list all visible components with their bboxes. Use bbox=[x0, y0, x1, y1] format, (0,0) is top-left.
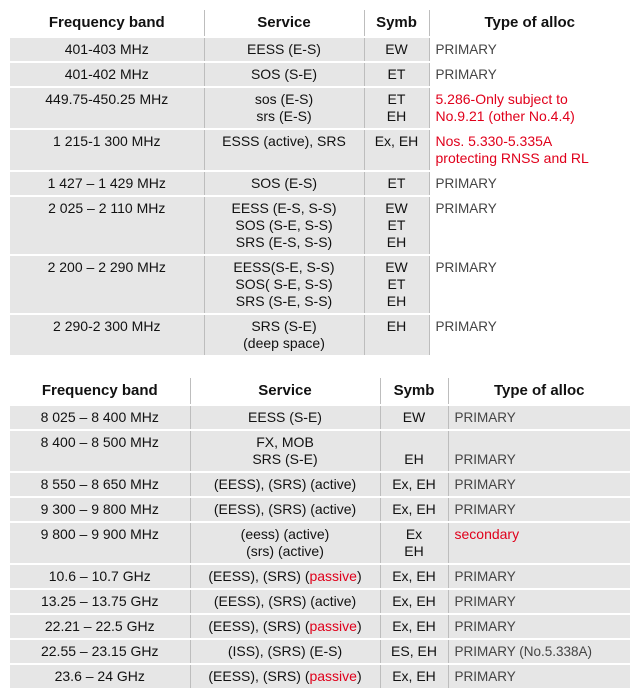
table-row bbox=[10, 62, 630, 87]
alloc-line: PRIMARY bbox=[435, 42, 497, 57]
frequency-band-cell bbox=[10, 129, 204, 171]
type-of-alloc-cell: PRIMARY bbox=[448, 589, 630, 614]
symb-value: Ex, EH bbox=[392, 568, 436, 584]
table-row bbox=[10, 87, 630, 129]
frequency-band-value: 1 215-1 300 MHz bbox=[53, 133, 161, 149]
frequency-band-value: 8 025 – 8 400 MHz bbox=[40, 409, 159, 425]
symb-value: ES, EH bbox=[391, 643, 437, 659]
service-line: SOS (S-E, S-S) bbox=[235, 217, 333, 233]
symb-value: EH bbox=[386, 234, 407, 250]
frequency-band-cell bbox=[10, 255, 204, 314]
type-of-alloc-cell: PRIMARY bbox=[448, 564, 630, 589]
symb-cell bbox=[364, 37, 429, 62]
service-cell bbox=[204, 129, 364, 171]
alloc-line: Nos. 5.330-5.335A bbox=[435, 133, 553, 149]
alloc-line: PRIMARY bbox=[435, 260, 497, 275]
column-header-service: Service bbox=[190, 378, 380, 405]
type-of-alloc-cell bbox=[429, 62, 630, 87]
table-row bbox=[10, 171, 630, 196]
frequency-band-value: 401-402 MHz bbox=[64, 66, 149, 82]
symb-value: Ex, EH bbox=[392, 668, 436, 684]
column-header-frequency-band: Frequency band bbox=[10, 378, 190, 405]
service-cell bbox=[204, 314, 364, 355]
symb-value: EH bbox=[404, 451, 424, 467]
type-of-alloc-cell: PRIMARY bbox=[448, 430, 630, 472]
service-cell bbox=[204, 37, 364, 62]
table-row bbox=[10, 639, 630, 664]
service-line: SOS( S-E, S-S) bbox=[235, 276, 333, 292]
service-cell bbox=[190, 405, 380, 430]
table-header-row bbox=[10, 10, 630, 37]
symb-value: Ex, EH bbox=[392, 618, 436, 634]
service-text: FX, MOB bbox=[256, 434, 314, 450]
column-header-symb: Symb bbox=[380, 378, 448, 405]
service-cell bbox=[190, 522, 380, 564]
symb-value: Ex, EH bbox=[392, 593, 436, 609]
alloc-line: No.9.21 (other No.4.4) bbox=[435, 108, 575, 124]
symb-value: EH bbox=[386, 318, 407, 334]
service-cell bbox=[190, 639, 380, 664]
service-text: (EESS), (SRS) ( bbox=[208, 568, 310, 584]
frequency-band-cell bbox=[10, 87, 204, 129]
symb-cell bbox=[380, 564, 448, 589]
symb-cell bbox=[364, 62, 429, 87]
frequency-band-cell bbox=[10, 430, 190, 472]
symb-value: EW bbox=[402, 409, 426, 425]
symb-cell bbox=[380, 522, 448, 564]
service-line bbox=[191, 476, 380, 493]
service-line: SRS (S-E, S-S) bbox=[235, 293, 333, 309]
type-of-alloc-cell: PRIMARY bbox=[448, 614, 630, 639]
table-row bbox=[10, 314, 630, 355]
frequency-band-cell bbox=[10, 171, 204, 196]
frequency-band-cell bbox=[10, 196, 204, 255]
alloc-line: PRIMARY bbox=[435, 319, 497, 334]
passive-label: passive bbox=[309, 568, 357, 584]
service-line: sos (E-S) bbox=[254, 91, 314, 107]
service-line bbox=[191, 543, 380, 560]
frequency-band-value: 1 427 – 1 429 MHz bbox=[47, 175, 166, 191]
service-text-tail: ) bbox=[356, 618, 362, 634]
service-text: (ISS), (SRS) (E-S) bbox=[227, 643, 343, 659]
type-of-alloc-cell bbox=[429, 37, 630, 62]
symb-value: Ex, EH bbox=[392, 476, 436, 492]
alloc-line: PRIMARY bbox=[435, 176, 497, 191]
table-row bbox=[10, 430, 630, 472]
service-text: (srs) (active) bbox=[246, 543, 324, 559]
service-line bbox=[191, 568, 380, 585]
alloc-line: PRIMARY bbox=[435, 67, 497, 82]
service-text: (eess) (active) bbox=[240, 526, 330, 542]
service-line: EESS (E-S) bbox=[247, 41, 321, 57]
frequency-band-cell bbox=[10, 314, 204, 355]
type-of-alloc-cell: PRIMARY (No.5.338A) bbox=[448, 639, 630, 664]
service-text-tail: ) bbox=[356, 568, 362, 584]
symb-value: ET bbox=[387, 276, 406, 292]
frequency-band-cell bbox=[10, 614, 190, 639]
symb-cell bbox=[380, 614, 448, 639]
symb-value: EW bbox=[385, 259, 408, 275]
frequency-band-value: 2 025 – 2 110 MHz bbox=[48, 200, 166, 216]
alloc-line: protecting RNSS and RL bbox=[435, 150, 589, 166]
symb-value: EW bbox=[385, 41, 408, 57]
frequency-band-cell bbox=[10, 405, 190, 430]
service-text: (EESS), (SRS) ( bbox=[208, 618, 310, 634]
frequency-band-cell bbox=[10, 472, 190, 497]
passive-label: passive bbox=[309, 618, 357, 634]
symb-cell bbox=[380, 589, 448, 614]
type-of-alloc-cell: PRIMARY bbox=[448, 497, 630, 522]
frequency-band-value: 13.25 – 13.75 GHz bbox=[40, 593, 159, 609]
service-text: SRS (S-E) bbox=[252, 451, 318, 467]
service-text: (EESS), (SRS) ( bbox=[208, 668, 310, 684]
service-cell bbox=[190, 614, 380, 639]
service-line: SOS (E-S) bbox=[250, 175, 318, 191]
service-cell bbox=[204, 196, 364, 255]
type-of-alloc-cell: PRIMARY bbox=[448, 664, 630, 688]
symb-cell bbox=[364, 255, 429, 314]
passive-label: passive bbox=[309, 668, 357, 684]
service-text: (EESS), (SRS) (active) bbox=[213, 501, 357, 517]
symb-cell bbox=[380, 405, 448, 430]
service-line bbox=[191, 501, 380, 518]
symb-cell bbox=[380, 430, 448, 472]
symb-value: EW bbox=[385, 200, 408, 216]
table-row bbox=[10, 405, 630, 430]
type-of-alloc-cell bbox=[429, 87, 630, 129]
frequency-band-value: 2 290-2 300 MHz bbox=[53, 318, 161, 334]
type-of-alloc-cell: PRIMARY bbox=[448, 405, 630, 430]
column-header-service: Service bbox=[204, 10, 364, 37]
service-line: SRS (E-S, S-S) bbox=[235, 234, 333, 250]
table-row bbox=[10, 255, 630, 314]
frequency-band-value: 8 550 – 8 650 MHz bbox=[40, 476, 159, 492]
service-line bbox=[191, 526, 380, 543]
table-row bbox=[10, 589, 630, 614]
table-row bbox=[10, 196, 630, 255]
frequency-band-value: 9 800 – 9 900 MHz bbox=[40, 526, 159, 542]
service-line: SRS (S-E) bbox=[251, 318, 317, 334]
symb-value: Ex, EH bbox=[374, 133, 419, 149]
service-text: EESS (S-E) bbox=[248, 409, 322, 425]
table-header-row bbox=[10, 378, 630, 405]
frequency-band-value: 401-403 MHz bbox=[64, 41, 149, 57]
service-line: ESSS (active), SRS bbox=[222, 133, 346, 149]
symb-value: Ex bbox=[405, 526, 423, 542]
service-cell bbox=[204, 87, 364, 129]
column-header-frequency-band: Frequency band bbox=[10, 10, 204, 37]
service-cell bbox=[204, 255, 364, 314]
service-cell bbox=[190, 564, 380, 589]
service-cell bbox=[190, 664, 380, 688]
service-line bbox=[191, 451, 380, 468]
symb-value: ET bbox=[387, 91, 406, 107]
service-cell bbox=[204, 171, 364, 196]
table-row bbox=[10, 129, 630, 171]
alloc-line: 5.286-Only subject to bbox=[435, 91, 568, 107]
service-cell bbox=[204, 62, 364, 87]
symb-value: ET bbox=[387, 66, 406, 82]
allocation-table-lower bbox=[10, 378, 630, 688]
symb-cell bbox=[380, 664, 448, 688]
symb-cell bbox=[364, 87, 429, 129]
service-line bbox=[191, 409, 380, 426]
symb-value: Ex, EH bbox=[392, 501, 436, 517]
frequency-band-cell bbox=[10, 664, 190, 688]
frequency-band-cell bbox=[10, 497, 190, 522]
frequency-band-cell bbox=[10, 37, 204, 62]
frequency-band-value: 10.6 – 10.7 GHz bbox=[48, 568, 151, 584]
table-row bbox=[10, 664, 630, 688]
service-text: (EESS), (SRS) (active) bbox=[213, 476, 357, 492]
symb-value: ET bbox=[387, 175, 406, 191]
type-of-alloc-cell bbox=[429, 196, 630, 255]
frequency-band-cell bbox=[10, 62, 204, 87]
service-line: srs (E-S) bbox=[256, 108, 312, 124]
service-cell bbox=[190, 472, 380, 497]
service-line bbox=[191, 643, 380, 660]
symb-cell bbox=[364, 196, 429, 255]
symb-cell bbox=[380, 497, 448, 522]
service-line: EESS(S-E, S-S) bbox=[233, 259, 335, 275]
allocation-table-upper bbox=[10, 10, 630, 355]
service-line: EESS (E-S, S-S) bbox=[231, 200, 337, 216]
frequency-band-cell bbox=[10, 522, 190, 564]
table-row bbox=[10, 522, 630, 564]
frequency-band-cell bbox=[10, 564, 190, 589]
service-text-tail: ) bbox=[356, 668, 362, 684]
service-line: SOS (S-E) bbox=[250, 66, 318, 82]
symb-value: EH bbox=[404, 543, 424, 559]
table-row bbox=[10, 472, 630, 497]
frequency-band-cell bbox=[10, 589, 190, 614]
table-row bbox=[10, 37, 630, 62]
symb-cell bbox=[364, 314, 429, 355]
type-of-alloc-cell bbox=[429, 314, 630, 355]
frequency-band-cell bbox=[10, 639, 190, 664]
service-line bbox=[191, 668, 380, 685]
frequency-band-value: 22.21 – 22.5 GHz bbox=[44, 618, 155, 634]
service-text: (EESS), (SRS) (active) bbox=[213, 593, 357, 609]
type-of-alloc-cell bbox=[429, 129, 630, 171]
column-header-type-of-alloc: Type of alloc bbox=[429, 10, 630, 37]
symb-value: EH bbox=[386, 293, 407, 309]
alloc-line: PRIMARY bbox=[435, 201, 497, 216]
symb-cell bbox=[364, 171, 429, 196]
frequency-band-value: 449.75-450.25 MHz bbox=[45, 91, 169, 107]
symb-cell bbox=[380, 639, 448, 664]
service-cell bbox=[190, 497, 380, 522]
service-line bbox=[191, 434, 380, 451]
frequency-band-value: 2 200 – 2 290 MHz bbox=[47, 259, 166, 275]
service-cell bbox=[190, 589, 380, 614]
service-line bbox=[191, 618, 380, 635]
service-line: (deep space) bbox=[243, 335, 325, 351]
table-row bbox=[10, 564, 630, 589]
table-row bbox=[10, 497, 630, 522]
symb-cell bbox=[380, 472, 448, 497]
column-header-symb: Symb bbox=[364, 10, 429, 37]
frequency-band-value: 23.6 – 24 GHz bbox=[54, 668, 145, 684]
frequency-band-value: 22.55 – 23.15 GHz bbox=[40, 643, 159, 659]
symb-value: EH bbox=[386, 108, 407, 124]
type-of-alloc-cell bbox=[429, 255, 630, 314]
type-of-alloc-cell: secondary bbox=[448, 522, 630, 564]
service-cell bbox=[190, 430, 380, 472]
frequency-band-value: 9 300 – 9 800 MHz bbox=[40, 501, 159, 517]
table-row bbox=[10, 614, 630, 639]
symb-cell bbox=[364, 129, 429, 171]
service-line bbox=[191, 593, 380, 610]
type-of-alloc-cell: PRIMARY bbox=[448, 472, 630, 497]
type-of-alloc-cell bbox=[429, 171, 630, 196]
frequency-band-value: 8 400 – 8 500 MHz bbox=[40, 434, 159, 450]
column-header-type-of-alloc: Type of alloc bbox=[448, 378, 630, 405]
symb-value: ET bbox=[387, 217, 406, 233]
